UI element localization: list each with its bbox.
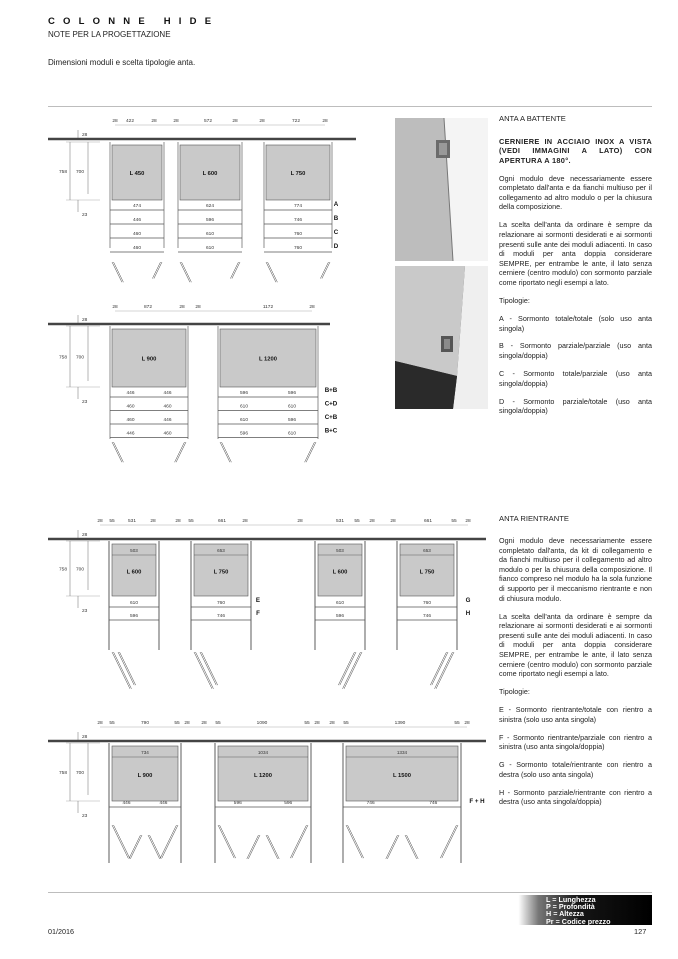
door-swing xyxy=(154,262,162,279)
module-label: L 750 xyxy=(419,569,435,576)
door-width-label: 596 xyxy=(287,391,297,396)
battente-paragraph-1: Ogni modulo deve necessariamente essere completato dall'anta e da fianchi multiuso per il collegamento ad altro modulo o per la chiusura della composizione. xyxy=(499,173,652,212)
door-swing xyxy=(218,825,234,858)
top-dim-label: 28 xyxy=(151,119,157,124)
door-swing xyxy=(112,442,122,462)
legend-box xyxy=(510,895,652,925)
door-width-label: 760 xyxy=(293,246,303,251)
door-swing xyxy=(114,262,124,282)
top-dim-label: 55 xyxy=(454,721,460,726)
legend-lunghezza: L = Lunghezza xyxy=(546,894,596,904)
battente-tipologia-b: B - Sormonto parziale/parziale (uso anta singola/doppia) xyxy=(499,341,652,361)
height-inner-label: 700 xyxy=(75,567,85,573)
top-dim-label: 28 xyxy=(369,519,375,524)
door-width-label: 596 xyxy=(284,801,293,806)
tipologia-letter: F xyxy=(256,610,260,617)
door-swing xyxy=(176,442,186,462)
door-swing xyxy=(112,262,122,282)
door-width-label: 610 xyxy=(287,431,297,437)
door-swing xyxy=(247,835,259,859)
door-width-label: 760 xyxy=(216,601,226,606)
door-swing xyxy=(305,442,315,462)
top-dim-label: 28 xyxy=(390,519,396,524)
rientrante-tipologia-h: H - Sormonto parziale/rientrante con rientro a destra (uso anta singola/doppia) xyxy=(499,787,652,807)
top-dim-label: 531 xyxy=(335,519,345,524)
intro-text: Dimensioni moduli e scelta tipologie anta. xyxy=(48,58,196,67)
rientrante-tipologie-label: Tipologie: xyxy=(499,687,530,697)
door-swing xyxy=(290,825,306,858)
door-swing xyxy=(182,262,192,282)
inner-width-label: 734 xyxy=(141,750,149,755)
top-dim-label: 28 xyxy=(184,721,190,726)
top-dim-label: 55 xyxy=(451,519,457,524)
top-dim-label: 28 xyxy=(464,721,470,726)
door-width-label: 474 xyxy=(132,204,142,209)
top-dim-label: 55 xyxy=(354,519,360,524)
top-dim-label: 1172 xyxy=(262,305,274,310)
top-dim-label: 28 xyxy=(112,305,118,310)
door-width-label: 596 xyxy=(287,418,297,423)
top-dim-label: 28 xyxy=(97,519,103,524)
height-outer-label: 758 xyxy=(58,567,68,573)
door-width-label: 460 xyxy=(132,246,142,251)
module-label: L 1200 xyxy=(254,773,272,779)
door-swing xyxy=(222,442,232,462)
door-swing xyxy=(436,652,454,689)
brand-title: COLONNE HIDE xyxy=(48,16,220,27)
door-width-label: 596 xyxy=(205,218,215,223)
door-swing xyxy=(442,825,458,858)
door-swing xyxy=(220,825,236,858)
door-swing xyxy=(292,825,308,858)
top-dim-label: 790 xyxy=(140,721,150,726)
module-label: L 1200 xyxy=(259,356,277,363)
door-swing xyxy=(407,835,419,859)
door-swing xyxy=(194,652,212,689)
door-width-label: 746 xyxy=(429,801,438,806)
top-dim-label: 55 xyxy=(215,721,221,726)
top-dim-label: 28 xyxy=(314,721,320,726)
height-inner-label: 700 xyxy=(75,771,85,776)
bottom-offset-label: 23 xyxy=(82,400,88,405)
door-width-label: 596 xyxy=(129,614,139,619)
top-dim-label: 55 xyxy=(174,721,180,726)
door-width-label: 446 xyxy=(163,391,172,396)
door-width-label: 746 xyxy=(216,614,226,619)
top-dim-label: 661 xyxy=(217,519,227,524)
tipologia-letter: B xyxy=(333,215,339,222)
door-width-label: 610 xyxy=(205,246,215,251)
top-dim-label: 28 xyxy=(179,305,185,310)
inner-width-label: 653 xyxy=(423,548,431,553)
top-dim-label: 661 xyxy=(423,519,433,524)
top-dim-label: 28 xyxy=(195,305,201,310)
page-number: 127 xyxy=(634,927,647,936)
door-swing xyxy=(268,835,280,859)
tipologia-letter: C xyxy=(333,229,339,236)
door-swing xyxy=(202,652,218,685)
module-label: L 900 xyxy=(141,356,157,363)
door-swing xyxy=(266,262,276,282)
module-label: L 750 xyxy=(213,569,229,576)
inner-width-label: 653 xyxy=(217,548,225,553)
top-dim-label: 28 xyxy=(297,519,303,524)
top-dim-label: 28 xyxy=(322,119,328,124)
top-dim-label: 28 xyxy=(112,119,118,124)
tipologia-letter: A xyxy=(333,201,339,208)
bottom-offset-label: 23 xyxy=(82,814,88,819)
inner-width-label: 1334 xyxy=(396,750,408,755)
module-label: L 900 xyxy=(137,773,153,779)
door-width-label: 460 xyxy=(163,431,172,437)
door-swing xyxy=(340,652,356,685)
door-width-label: 610 xyxy=(205,232,215,237)
top-dim-label: 28 xyxy=(329,721,335,726)
top-dim-label: 28 xyxy=(97,721,103,726)
door-width-label: 460 xyxy=(126,404,135,410)
top-dim-label: 55 xyxy=(304,721,310,726)
door-swing xyxy=(220,442,230,462)
battente-tipologia-d: D - Sormonto parziale/totale (uso anta singola/doppia) xyxy=(499,396,652,416)
page-subtitle: NOTE PER LA PROGETTAZIONE xyxy=(48,30,171,39)
top-dim-label: 28 xyxy=(465,519,471,524)
module-label: L 600 xyxy=(202,171,218,177)
inner-width-label: 503 xyxy=(336,548,344,553)
door-swing xyxy=(152,262,160,279)
top-dim-label: 28 xyxy=(242,519,248,524)
inner-width-label: 503 xyxy=(130,548,138,553)
door-width-label: 460 xyxy=(163,404,172,410)
door-swing xyxy=(129,835,141,859)
door-width-label: 446 xyxy=(159,801,168,806)
top-dim-label: 28 xyxy=(259,119,265,124)
door-swing xyxy=(120,652,136,685)
top-dim-label: 28 xyxy=(150,519,156,524)
module-label: L 1500 xyxy=(393,773,411,779)
tipologia-letter: B+C xyxy=(324,427,338,435)
rientrante-tipologia-g: G - Sormonto totale/rientrante con rientro a destra (solo uso anta singola) xyxy=(499,760,652,779)
door-swing xyxy=(343,652,361,689)
door-swing xyxy=(112,825,128,858)
top-dim-label: 531 xyxy=(127,519,137,524)
door-width-label: 446 xyxy=(163,418,172,423)
top-offset-label: 28 xyxy=(82,318,88,323)
section-title-battente: ANTA A BATTENTE xyxy=(499,114,566,123)
door-swing xyxy=(338,652,354,685)
module-label: L 750 xyxy=(290,171,306,177)
door-swing xyxy=(112,652,130,689)
door-width-label: 596 xyxy=(239,431,249,437)
height-inner-label: 700 xyxy=(75,170,85,175)
footer-date: 01/2016 xyxy=(48,927,74,936)
door-width-label: 446 xyxy=(126,431,135,437)
top-dim-label: 28 xyxy=(232,119,238,124)
door-swing xyxy=(344,652,362,689)
door-swing xyxy=(387,835,399,859)
door-width-label: 746 xyxy=(422,614,432,619)
height-inner-label: 700 xyxy=(75,355,85,361)
door-width-label: 746 xyxy=(366,801,375,806)
door-swing xyxy=(322,262,330,279)
door-swing xyxy=(162,825,178,858)
door-swing xyxy=(348,825,364,858)
door-swing xyxy=(118,652,134,685)
bottom-offset-label: 23 xyxy=(82,213,88,218)
door-swing xyxy=(148,835,160,859)
battente-tipologia-c: C - Sormonto totale/parziale (uso anta singola/doppia) xyxy=(499,369,652,388)
door-width-label: 746 xyxy=(293,218,303,223)
rientrante-paragraph-1: Ogni modulo deve necessariamente essere completato dall'anta, da kit di collegamento e da fianchi multiuso per il collegamento ad altro modulo o per la chiusura della composizione. Il fianco compreso nel modulo ha la sola funzione di supporto per il meccanismo rientrante e non di chiusura modulo. xyxy=(499,536,652,603)
door-width-label: 446 xyxy=(132,218,142,223)
top-dim-label: 28 xyxy=(175,519,181,524)
tipologia-letter: F + H xyxy=(469,798,485,805)
top-dim-label: 28 xyxy=(173,119,179,124)
inner-width-label: 1034 xyxy=(257,750,269,755)
door-swing xyxy=(432,652,448,685)
door-width-label: 596 xyxy=(335,614,345,619)
door-width-label: 610 xyxy=(129,601,139,606)
top-dim-label: 1390 xyxy=(394,721,406,726)
battente-tipologia-a: A - Sormonto totale/totale (solo uso anta singola) xyxy=(499,313,652,333)
door-width-label: 460 xyxy=(132,232,142,237)
legend-altezza: H = Altezza xyxy=(546,909,584,919)
section-title-rientrante: ANTA RIENTRANTE xyxy=(499,514,569,523)
module-label: L 600 xyxy=(126,569,142,576)
door-swing xyxy=(175,442,185,462)
door-swing xyxy=(200,652,216,685)
door-swing xyxy=(306,442,316,462)
top-dim-label: 422 xyxy=(125,119,135,124)
door-width-label: 610 xyxy=(239,418,249,423)
top-offset-label: 28 xyxy=(82,133,88,138)
top-dim-label: 872 xyxy=(143,305,153,310)
door-width-label: 774 xyxy=(293,204,303,209)
door-swing xyxy=(114,825,130,858)
door-swing xyxy=(405,835,417,859)
door-swing xyxy=(114,652,132,689)
door-width-label: 460 xyxy=(126,418,135,423)
door-width-label: 610 xyxy=(287,404,297,410)
height-outer-label: 758 xyxy=(58,771,68,776)
door-swing xyxy=(430,652,446,685)
door-swing xyxy=(114,442,124,462)
top-dim-label: 722 xyxy=(291,119,301,124)
door-width-label: 446 xyxy=(126,391,135,396)
top-dim-label: 55 xyxy=(109,721,115,726)
legend-codice-prezzo: Pr = Codice prezzo xyxy=(546,916,611,926)
door-swing xyxy=(130,835,142,859)
door-swing xyxy=(266,835,278,859)
top-dim-label: 28 xyxy=(201,721,207,726)
door-swing xyxy=(248,835,260,859)
top-offset-label: 28 xyxy=(82,533,88,538)
height-outer-label: 758 xyxy=(58,170,68,175)
door-swing xyxy=(346,825,362,858)
tipologia-letter: H xyxy=(465,610,471,617)
door-width-label: 610 xyxy=(239,404,249,410)
door-swing xyxy=(268,262,278,282)
door-swing xyxy=(320,262,328,279)
rientrante-paragraph-2: La scelta dell'anta da ordinare è sempre da relazionare ai sormonti desiderati e ai sormonti presenti sulle ante dei moduli adiacenti. In caso di moduli per anta doppia considerare SEMPRE, per entrambe le ante, il lato senza cerniere (centro modulo) con sormonto parziale come riportato negli esempi a lato. xyxy=(499,611,652,679)
legend-profondita: P = Profondità xyxy=(546,901,595,911)
battente-highlight: CERNIERE IN ACCIAIO INOX A VISTA (VEDI IMMAGINI A LATO) CON APERTURA A 180°. xyxy=(499,137,652,165)
bottom-offset-label: 23 xyxy=(82,609,88,614)
door-width-label: 760 xyxy=(293,232,303,237)
tipologia-letter: G xyxy=(465,597,471,604)
tipologia-letter: B+B xyxy=(324,387,338,394)
top-dim-label: 572 xyxy=(203,119,213,124)
door-swing xyxy=(435,652,453,689)
top-offset-label: 28 xyxy=(82,735,88,740)
tipologia-letter: C+D xyxy=(324,400,338,408)
top-dim-label: 55 xyxy=(188,519,194,524)
door-width-label: 596 xyxy=(233,801,242,806)
tipologia-letter: E xyxy=(255,597,261,604)
tipologia-letter: C+B xyxy=(324,414,338,421)
top-dim-label: 28 xyxy=(309,305,315,310)
door-swing xyxy=(160,825,176,858)
height-outer-label: 758 xyxy=(58,355,68,361)
top-dim-label: 55 xyxy=(109,519,115,524)
module-label: L 600 xyxy=(332,569,348,576)
door-width-label: 446 xyxy=(122,801,131,806)
tipologia-letter: D xyxy=(333,243,339,250)
door-swing xyxy=(232,262,240,279)
door-swing xyxy=(196,652,214,689)
rientrante-tipologia-f: F - Sormonto rientrante/parziale con rientro a sinistra (uso anta singola/doppia) xyxy=(499,732,652,752)
door-swing xyxy=(150,835,162,859)
battente-tipologie-label: Tipologie: xyxy=(499,295,530,305)
door-swing xyxy=(386,835,398,859)
door-width-label: 610 xyxy=(335,601,345,606)
door-width-label: 624 xyxy=(205,204,215,209)
door-width-label: 596 xyxy=(239,391,249,396)
door-swing xyxy=(230,262,238,279)
rientrante-tipologia-e: E - Sormonto rientrante/totale con rientro a sinistra (solo uso anta singola) xyxy=(499,705,652,724)
battente-paragraph-2: La scelta dell'anta da ordinare è sempre da relazionare ai sormonti desiderati e ai sormonti presenti sulle ante dei moduli adiacenti. In caso di moduli per anta doppia considerare SEMPRE, per entrambe le ante, il lato senza cerniere (centro modulo) con sormonto parziale come riportato negli esempi a lato. xyxy=(499,220,652,287)
module-label: L 450 xyxy=(129,171,145,177)
door-swing xyxy=(440,825,456,858)
door-width-label: 760 xyxy=(422,601,432,606)
door-swing xyxy=(180,262,190,282)
top-dim-label: 55 xyxy=(343,721,349,726)
top-dim-label: 1090 xyxy=(256,721,268,726)
